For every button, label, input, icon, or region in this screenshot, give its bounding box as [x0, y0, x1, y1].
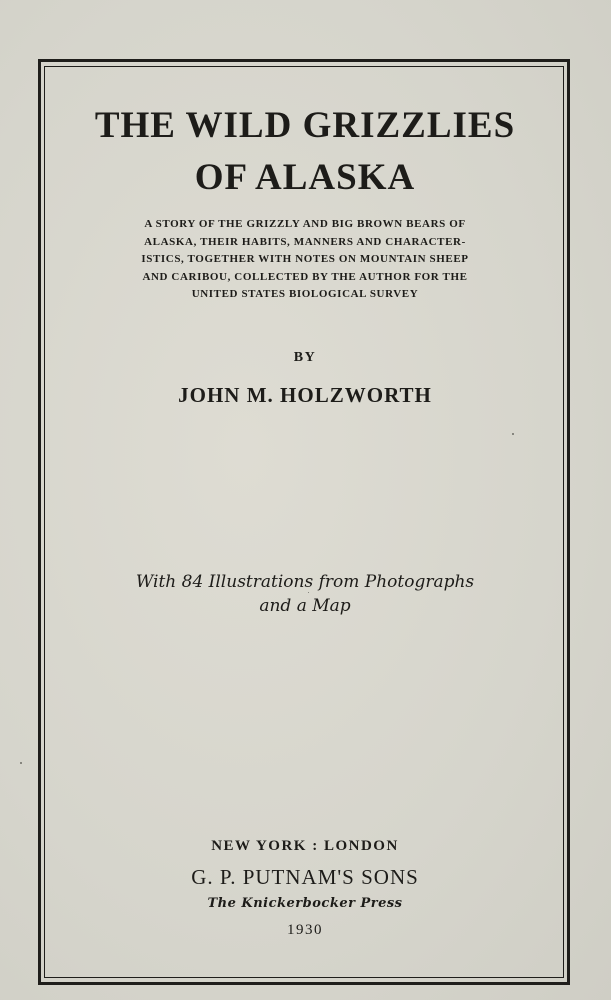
author-name: JOHN M. HOLZWORTH: [178, 383, 432, 407]
paper-speck: [20, 762, 22, 764]
illustrations-line: and a Map: [259, 596, 351, 616]
press-name: The Knickerbocker Press: [207, 896, 403, 911]
by-label: BY: [293, 350, 317, 365]
title-line-2: OF ALASKA: [194, 157, 416, 198]
subtitle-line: A STORY OF THE GRIZZLY AND BIG BROWN BEARS OF: [144, 218, 466, 230]
paper-speck: [512, 433, 514, 435]
illustrations-note: [50, 570, 560, 618]
subtitle: [90, 216, 520, 304]
title-line-1: THE WILD GRIZZLIES: [94, 105, 516, 146]
publication-year: 1930: [287, 922, 323, 938]
subtitle-line: ISTICS, TOGETHER WITH NOTES ON MOUNTAIN SHEEP: [141, 253, 469, 265]
publisher-cities: NEW YORK : LONDON: [211, 838, 399, 854]
illustrations-line: With 84 Illustrations from Photographs: [135, 572, 475, 592]
publisher-name: G. P. PUTNAM'S SONS: [191, 865, 419, 889]
subtitle-line: ALASKA, THEIR HABITS, MANNERS AND CHARACTER-: [144, 235, 466, 248]
subtitle-line: UNITED STATES BIOLOGICAL SURVEY: [191, 288, 419, 300]
paper-speck: [308, 592, 309, 593]
subtitle-line: AND CARIBOU, COLLECTED BY THE AUTHOR FOR THE: [142, 270, 468, 283]
